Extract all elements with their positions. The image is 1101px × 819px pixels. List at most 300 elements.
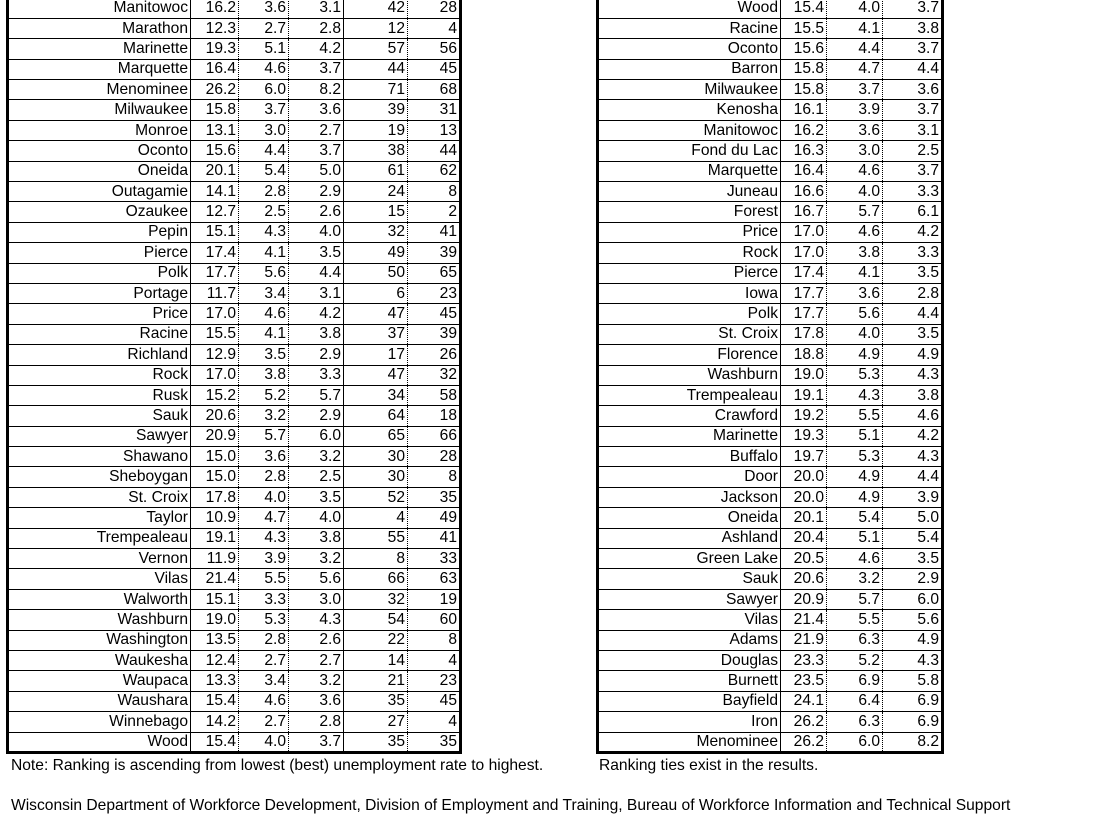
value-cell: 2.8: [289, 712, 344, 732]
county-name-cell: Vilas: [8, 569, 191, 589]
value-cell: 15.4: [191, 691, 239, 711]
table-row: [598, 447, 943, 467]
value-cell: 4.1: [827, 263, 883, 283]
value-cell: 5.0: [289, 161, 344, 181]
value-cell: 44: [408, 141, 461, 161]
table-row: [8, 182, 461, 202]
value-cell: 2.9: [289, 345, 344, 365]
county-name-cell: Marinette: [8, 39, 191, 59]
county-name-cell: Kenosha: [598, 100, 781, 120]
value-cell: 12.4: [191, 651, 239, 671]
value-cell: 2.7: [239, 18, 289, 38]
county-name-cell: Marquette: [598, 161, 781, 181]
value-cell: 18: [408, 406, 461, 426]
value-cell: 15.8: [781, 59, 827, 79]
value-cell: 64: [344, 406, 408, 426]
county-name-cell: St. Croix: [598, 324, 781, 344]
value-cell: 3.2: [289, 447, 344, 467]
value-cell: 3.7: [289, 59, 344, 79]
value-cell: 3.1: [289, 0, 344, 18]
table-row: [8, 283, 461, 303]
value-cell: 5.7: [827, 589, 883, 609]
value-cell: 16.2: [191, 0, 239, 18]
county-name-cell: Price: [598, 222, 781, 242]
county-name-cell: Manitowoc: [598, 120, 781, 140]
table-row: [598, 120, 943, 140]
value-cell: 20.6: [781, 569, 827, 589]
value-cell: 4.2: [289, 304, 344, 324]
value-cell: 8.2: [883, 732, 943, 752]
table-row: [598, 39, 943, 59]
value-cell: 4: [408, 651, 461, 671]
table-row: [8, 467, 461, 487]
table-row: [8, 651, 461, 671]
table-row: [598, 549, 943, 569]
value-cell: 4.4: [827, 39, 883, 59]
value-cell: 28: [408, 447, 461, 467]
value-cell: 2.7: [289, 120, 344, 140]
value-cell: 19.1: [781, 385, 827, 405]
value-cell: 12.9: [191, 345, 239, 365]
value-cell: 4.3: [883, 365, 943, 385]
county-name-cell: Adams: [598, 630, 781, 650]
value-cell: 6.0: [883, 589, 943, 609]
value-cell: 16.1: [781, 100, 827, 120]
county-name-cell: Price: [8, 304, 191, 324]
table-row: [598, 589, 943, 609]
table-row: [8, 120, 461, 140]
value-cell: 65: [408, 263, 461, 283]
value-cell: 4.3: [239, 222, 289, 242]
value-cell: 39: [408, 243, 461, 263]
value-cell: 2.5: [289, 467, 344, 487]
ties-note: Ranking ties exist in the results.: [599, 757, 819, 774]
value-cell: 57: [344, 39, 408, 59]
value-cell: 20.1: [781, 508, 827, 528]
value-cell: 6.3: [827, 630, 883, 650]
value-cell: 6.3: [827, 712, 883, 732]
value-cell: 4.9: [827, 487, 883, 507]
value-cell: 4.6: [883, 406, 943, 426]
county-ranking-table-left: [6, 0, 462, 754]
value-cell: 13.5: [191, 630, 239, 650]
value-cell: 8: [408, 467, 461, 487]
value-cell: 3.3: [239, 589, 289, 609]
value-cell: 26.2: [781, 732, 827, 752]
value-cell: 2.8: [883, 283, 943, 303]
value-cell: 3.5: [289, 487, 344, 507]
table-row: [598, 182, 943, 202]
value-cell: 6.9: [883, 691, 943, 711]
table-row: [598, 263, 943, 283]
table-row: [8, 528, 461, 548]
value-cell: 12: [344, 18, 408, 38]
value-cell: 3.7: [827, 80, 883, 100]
value-cell: 4.0: [827, 0, 883, 18]
value-cell: 4.9: [827, 345, 883, 365]
table-row: [598, 630, 943, 650]
county-name-cell: Marinette: [598, 426, 781, 446]
table-row: [8, 202, 461, 222]
table-row: [8, 549, 461, 569]
value-cell: 58: [408, 385, 461, 405]
value-cell: 16.4: [781, 161, 827, 181]
value-cell: 13.3: [191, 671, 239, 691]
value-cell: 19.7: [781, 447, 827, 467]
value-cell: 71: [344, 80, 408, 100]
county-name-cell: Outagamie: [8, 182, 191, 202]
value-cell: 20.0: [781, 487, 827, 507]
value-cell: 17.7: [781, 304, 827, 324]
table-row: [8, 59, 461, 79]
value-cell: 47: [344, 365, 408, 385]
value-cell: 17.7: [781, 283, 827, 303]
value-cell: 3.2: [289, 671, 344, 691]
county-name-cell: Richland: [8, 345, 191, 365]
value-cell: 49: [408, 508, 461, 528]
table-row: [8, 671, 461, 691]
table-row: [598, 0, 943, 18]
value-cell: 39: [408, 324, 461, 344]
value-cell: 5.3: [827, 365, 883, 385]
value-cell: 35: [344, 732, 408, 752]
value-cell: 3.6: [289, 691, 344, 711]
county-name-cell: Polk: [598, 304, 781, 324]
value-cell: 19.1: [191, 528, 239, 548]
value-cell: 21: [344, 671, 408, 691]
value-cell: 24: [344, 182, 408, 202]
source-credit: Wisconsin Department of Workforce Development, Division of Employment and Training, Bureau of Workforce Information and Technical Support: [11, 797, 1011, 814]
value-cell: 3.7: [289, 141, 344, 161]
value-cell: 5.7: [827, 202, 883, 222]
value-cell: 39: [344, 100, 408, 120]
county-name-cell: Juneau: [598, 182, 781, 202]
value-cell: 11.9: [191, 549, 239, 569]
value-cell: 3.3: [289, 365, 344, 385]
value-cell: 2.6: [289, 202, 344, 222]
table-row: [8, 447, 461, 467]
value-cell: 3.2: [239, 406, 289, 426]
value-cell: 4.4: [289, 263, 344, 283]
value-cell: 15: [344, 202, 408, 222]
value-cell: 35: [408, 487, 461, 507]
value-cell: 3.2: [827, 569, 883, 589]
county-name-cell: Manitowoc: [8, 0, 191, 18]
value-cell: 19.0: [191, 610, 239, 630]
table-row: [598, 467, 943, 487]
county-name-cell: Burnett: [598, 671, 781, 691]
value-cell: 4.4: [883, 59, 943, 79]
table-row: [598, 406, 943, 426]
value-cell: 3.8: [239, 365, 289, 385]
value-cell: 4.0: [239, 732, 289, 752]
value-cell: 5.2: [239, 385, 289, 405]
value-cell: 4.4: [239, 141, 289, 161]
county-name-cell: Marathon: [8, 18, 191, 38]
table-row: [8, 141, 461, 161]
value-cell: 45: [408, 691, 461, 711]
value-cell: 15.6: [781, 39, 827, 59]
value-cell: 17.8: [191, 487, 239, 507]
value-cell: 8.2: [289, 80, 344, 100]
value-cell: 4.3: [289, 610, 344, 630]
county-name-cell: Oconto: [598, 39, 781, 59]
table-row: [8, 406, 461, 426]
value-cell: 4.1: [239, 324, 289, 344]
value-cell: 37: [344, 324, 408, 344]
value-cell: 31: [408, 100, 461, 120]
county-name-cell: Crawford: [598, 406, 781, 426]
county-name-cell: Ozaukee: [8, 202, 191, 222]
value-cell: 30: [344, 447, 408, 467]
value-cell: 5.8: [883, 671, 943, 691]
table-row: [598, 18, 943, 38]
value-cell: 38: [344, 141, 408, 161]
value-cell: 15.6: [191, 141, 239, 161]
value-cell: 3.7: [883, 39, 943, 59]
table-row: [8, 100, 461, 120]
value-cell: 19.0: [781, 365, 827, 385]
value-cell: 15.4: [781, 0, 827, 18]
table-row: [8, 589, 461, 609]
value-cell: 4.0: [289, 222, 344, 242]
value-cell: 52: [344, 487, 408, 507]
county-name-cell: Iron: [598, 712, 781, 732]
value-cell: 32: [344, 222, 408, 242]
county-name-cell: Sawyer: [598, 589, 781, 609]
value-cell: 66: [344, 569, 408, 589]
value-cell: 4: [408, 18, 461, 38]
table-row: [598, 385, 943, 405]
value-cell: 4.2: [883, 222, 943, 242]
county-name-cell: Pierce: [8, 243, 191, 263]
value-cell: 63: [408, 569, 461, 589]
table-row: [8, 222, 461, 242]
value-cell: 16.4: [191, 59, 239, 79]
value-cell: 3.5: [883, 263, 943, 283]
value-cell: 5.2: [827, 651, 883, 671]
value-cell: 4.1: [239, 243, 289, 263]
value-cell: 17.7: [191, 263, 239, 283]
value-cell: 15.8: [781, 80, 827, 100]
value-cell: 17: [344, 345, 408, 365]
value-cell: 5.6: [827, 304, 883, 324]
value-cell: 16.7: [781, 202, 827, 222]
table-row: [598, 222, 943, 242]
table-row: [598, 161, 943, 181]
table-row: [8, 345, 461, 365]
value-cell: 33: [408, 549, 461, 569]
value-cell: 5.6: [883, 610, 943, 630]
county-name-cell: Taylor: [8, 508, 191, 528]
value-cell: 11.7: [191, 283, 239, 303]
value-cell: 5.5: [827, 406, 883, 426]
value-cell: 5.7: [289, 385, 344, 405]
value-cell: 3.1: [883, 120, 943, 140]
value-cell: 2.5: [239, 202, 289, 222]
value-cell: 30: [344, 467, 408, 487]
table-row: [8, 610, 461, 630]
county-name-cell: Marquette: [8, 59, 191, 79]
value-cell: 3.9: [883, 487, 943, 507]
value-cell: 3.7: [883, 0, 943, 18]
county-ranking-table-right: [596, 0, 944, 754]
value-cell: 15.0: [191, 467, 239, 487]
table-row: [598, 345, 943, 365]
table-row: [598, 283, 943, 303]
county-name-cell: Oconto: [8, 141, 191, 161]
table-row: [8, 263, 461, 283]
value-cell: 60: [408, 610, 461, 630]
value-cell: 4.9: [827, 467, 883, 487]
value-cell: 6.1: [883, 202, 943, 222]
county-name-cell: Wood: [8, 732, 191, 752]
county-name-cell: Sheboygan: [8, 467, 191, 487]
county-name-cell: Ashland: [598, 528, 781, 548]
county-name-cell: Wood: [598, 0, 781, 18]
county-name-cell: St. Croix: [8, 487, 191, 507]
value-cell: 20.4: [781, 528, 827, 548]
county-name-cell: Trempealeau: [598, 385, 781, 405]
county-name-cell: Green Lake: [598, 549, 781, 569]
value-cell: 10.9: [191, 508, 239, 528]
value-cell: 3.1: [289, 283, 344, 303]
table-row: [598, 324, 943, 344]
table-row: [8, 508, 461, 528]
value-cell: 3.7: [289, 732, 344, 752]
value-cell: 19.3: [191, 39, 239, 59]
table-row: [598, 569, 943, 589]
value-cell: 2.5: [883, 141, 943, 161]
county-name-cell: Racine: [8, 324, 191, 344]
county-name-cell: Florence: [598, 345, 781, 365]
county-name-cell: Walworth: [8, 589, 191, 609]
value-cell: 16.3: [781, 141, 827, 161]
county-name-cell: Winnebago: [8, 712, 191, 732]
value-cell: 4.7: [827, 59, 883, 79]
value-cell: 3.5: [239, 345, 289, 365]
county-name-cell: Trempealeau: [8, 528, 191, 548]
table-row: [8, 243, 461, 263]
value-cell: 4.2: [883, 426, 943, 446]
county-name-cell: Vilas: [598, 610, 781, 630]
value-cell: 14.1: [191, 182, 239, 202]
value-cell: 4.1: [827, 18, 883, 38]
value-cell: 20.5: [781, 549, 827, 569]
value-cell: 4.6: [827, 549, 883, 569]
table-row: [8, 18, 461, 38]
value-cell: 4.3: [827, 385, 883, 405]
value-cell: 2.9: [883, 569, 943, 589]
table-row: [8, 569, 461, 589]
value-cell: 4: [408, 712, 461, 732]
value-cell: 2.8: [289, 18, 344, 38]
county-name-cell: Milwaukee: [8, 100, 191, 120]
ranking-note: Note: Ranking is ascending from lowest (best) unemployment rate to highest.: [11, 757, 544, 774]
value-cell: 12.3: [191, 18, 239, 38]
county-name-cell: Waukesha: [8, 651, 191, 671]
county-name-cell: Sauk: [8, 406, 191, 426]
table-row: [8, 385, 461, 405]
value-cell: 17.0: [191, 365, 239, 385]
value-cell: 4.0: [239, 487, 289, 507]
value-cell: 61: [344, 161, 408, 181]
county-name-cell: Jackson: [598, 487, 781, 507]
value-cell: 3.9: [239, 549, 289, 569]
value-cell: 5.4: [883, 528, 943, 548]
value-cell: 24.1: [781, 691, 827, 711]
value-cell: 17.0: [781, 222, 827, 242]
table-row: [598, 80, 943, 100]
value-cell: 12.7: [191, 202, 239, 222]
value-cell: 3.8: [883, 18, 943, 38]
value-cell: 4.9: [883, 630, 943, 650]
value-cell: 3.4: [239, 283, 289, 303]
table-row: [598, 651, 943, 671]
value-cell: 19.2: [781, 406, 827, 426]
value-cell: 47: [344, 304, 408, 324]
value-cell: 19: [344, 120, 408, 140]
table-row: [598, 304, 943, 324]
county-name-cell: Fond du Lac: [598, 141, 781, 161]
value-cell: 2.7: [239, 651, 289, 671]
value-cell: 68: [408, 80, 461, 100]
value-cell: 3.6: [883, 80, 943, 100]
value-cell: 15.5: [191, 324, 239, 344]
value-cell: 4.6: [239, 59, 289, 79]
value-cell: 3.8: [827, 243, 883, 263]
value-cell: 4.9: [883, 345, 943, 365]
value-cell: 4.2: [289, 39, 344, 59]
value-cell: 4.4: [883, 467, 943, 487]
value-cell: 8: [408, 182, 461, 202]
value-cell: 18.8: [781, 345, 827, 365]
county-name-cell: Menominee: [598, 732, 781, 752]
value-cell: 3.6: [239, 0, 289, 18]
value-cell: 16.6: [781, 182, 827, 202]
table-row: [8, 324, 461, 344]
value-cell: 4.3: [883, 651, 943, 671]
county-name-cell: Washington: [8, 630, 191, 650]
table-row: [598, 141, 943, 161]
value-cell: 5.0: [883, 508, 943, 528]
value-cell: 5.4: [827, 508, 883, 528]
value-cell: 3.0: [239, 120, 289, 140]
table-row: [8, 487, 461, 507]
value-cell: 3.6: [827, 283, 883, 303]
value-cell: 6.0: [827, 732, 883, 752]
table-row: [598, 243, 943, 263]
value-cell: 5.1: [239, 39, 289, 59]
county-name-cell: Portage: [8, 283, 191, 303]
value-cell: 3.9: [827, 100, 883, 120]
value-cell: 50: [344, 263, 408, 283]
value-cell: 27: [344, 712, 408, 732]
value-cell: 8: [408, 630, 461, 650]
value-cell: 55: [344, 528, 408, 548]
value-cell: 15.1: [191, 222, 239, 242]
value-cell: 3.6: [827, 120, 883, 140]
value-cell: 17.4: [191, 243, 239, 263]
table-row: [598, 712, 943, 732]
value-cell: 21.9: [781, 630, 827, 650]
value-cell: 32: [344, 589, 408, 609]
county-name-cell: Buffalo: [598, 447, 781, 467]
value-cell: 4: [344, 508, 408, 528]
value-cell: 23.5: [781, 671, 827, 691]
value-cell: 6.4: [827, 691, 883, 711]
value-cell: 2: [408, 202, 461, 222]
